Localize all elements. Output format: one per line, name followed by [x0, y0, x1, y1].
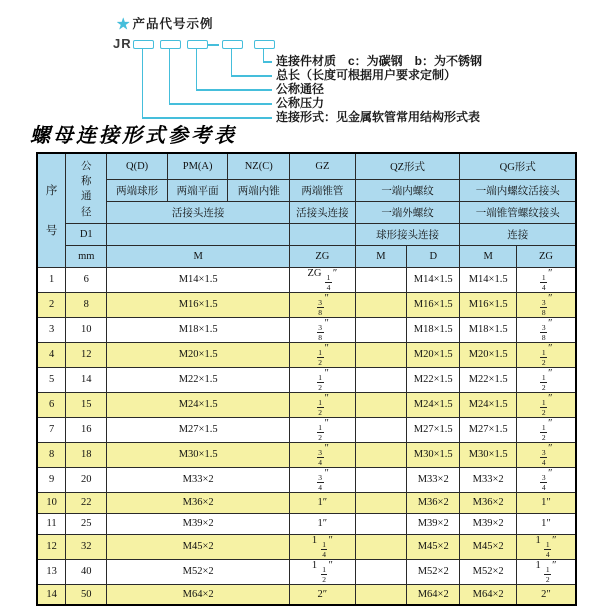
fraction: $\frac{1}{4}$: [541, 272, 546, 292]
cell-qz-d: M22×1.5: [407, 367, 460, 392]
cell-dn: 25: [66, 513, 107, 534]
connector-line: [142, 49, 144, 119]
header-qg-m: M: [460, 245, 516, 267]
connector-line: [231, 49, 233, 77]
header-seq: 序 号: [37, 153, 66, 267]
cell-qz-d: M20×1.5: [407, 342, 460, 367]
header-qz-d: D: [407, 245, 460, 267]
cell-qz-m: [355, 417, 406, 442]
cell-dn: 20: [66, 467, 107, 492]
cell-qg-zg: 1 $\frac{1}{4}$ ″: [516, 534, 576, 559]
connector-line: [169, 103, 272, 105]
header-unit: mm: [66, 245, 107, 267]
connector-line: [169, 49, 171, 105]
cell-m: M36×2: [107, 492, 290, 513]
cell-seq: 12: [37, 534, 66, 559]
header-qg-zg: ZG: [516, 245, 576, 267]
connector-line: [196, 49, 198, 91]
table-row: [37, 292, 576, 317]
diagram-label: 连接形式：见金属软管常用结构形式表: [276, 110, 481, 124]
header-qz-m: M: [355, 245, 406, 267]
header-q: Q(D): [107, 153, 168, 179]
cell-qg-m: M52×2: [460, 559, 516, 584]
header-qg-desc2: 一端锥管螺纹接头: [460, 201, 576, 223]
header-blank-left: [107, 223, 290, 245]
cell-qz-d: M24×1.5: [407, 392, 460, 417]
cell-seq: 1: [37, 267, 66, 292]
cell-qz-m: [355, 267, 406, 292]
cell-zg: $\frac{3}{4}$ ″: [290, 442, 356, 467]
cell-seq: 10: [37, 492, 66, 513]
cell-zg: 1″: [290, 492, 356, 513]
fraction: $\frac{3}{4}$: [541, 447, 546, 467]
header-row-3: [37, 201, 576, 223]
code-box: [254, 40, 275, 49]
connector-line: [263, 61, 272, 63]
cell-zg: $\frac{1}{2}$ ″: [290, 367, 356, 392]
cell-qg-zg: $\frac{1}{2}$ ″: [516, 417, 576, 442]
fraction: $\frac{1}{2}$: [541, 347, 546, 367]
cell-zg: $\frac{1}{2}$ ″: [290, 342, 356, 367]
cell-dn: 50: [66, 584, 107, 605]
cell-qz-m: [355, 392, 406, 417]
cell-qg-m: M22×1.5: [460, 367, 516, 392]
cell-qg-m: M24×1.5: [460, 392, 516, 417]
cell-dn: 15: [66, 392, 107, 417]
diagram-label: 连接件材质 c：为碳钢 b：为不锈钢: [276, 54, 483, 68]
cell-seq: 13: [37, 559, 66, 584]
cell-zg: 1 $\frac{1}{2}$ ″: [290, 559, 356, 584]
cell-qz-m: [355, 559, 406, 584]
cell-qg-m: M20×1.5: [460, 342, 516, 367]
cell-qg-m: M64×2: [460, 584, 516, 605]
table-row: [37, 342, 576, 367]
header-zg: ZG: [290, 245, 356, 267]
table-row: [37, 392, 576, 417]
cell-qg-zg: $\frac{3}{4}$ ″: [516, 442, 576, 467]
code-box: [160, 40, 181, 49]
cell-seq: 6: [37, 392, 66, 417]
code-box: [133, 40, 154, 49]
cell-seq: 3: [37, 317, 66, 342]
header-nz-desc: 两端内锥: [228, 179, 290, 201]
cell-m: M45×2: [107, 534, 290, 559]
star-icon: ★: [117, 17, 131, 31]
cell-zg: $\frac{3}{4}$ ″: [290, 467, 356, 492]
header-qz: QZ形式: [355, 153, 460, 179]
header-qg-desc1: 一端内螺纹活接头: [460, 179, 576, 201]
cell-m: M16×1.5: [107, 292, 290, 317]
cell-m: M18×1.5: [107, 317, 290, 342]
cell-qg-zg: $\frac{1}{2}$ ″: [516, 367, 576, 392]
header-qz-desc3: 球形接头连接: [355, 223, 460, 245]
table-row: [37, 513, 576, 534]
cell-qg-zg: $\frac{3}{8}$ ″: [516, 317, 576, 342]
cell-dn: 12: [66, 342, 107, 367]
cell-qz-d: M64×2: [407, 584, 460, 605]
cell-zg: 1 $\frac{1}{4}$ ″: [290, 534, 356, 559]
cell-qg-zg: 1″: [516, 513, 576, 534]
header-qz-desc2: 一端外螺纹: [355, 201, 460, 223]
table-row: [37, 559, 576, 584]
cell-qg-m: M16×1.5: [460, 292, 516, 317]
cell-m: M24×1.5: [107, 392, 290, 417]
cell-dn: 6: [66, 267, 107, 292]
cell-qz-m: [355, 584, 406, 605]
diagram-heading-text: 产品代号示例: [132, 17, 214, 31]
cell-qz-d: M30×1.5: [407, 442, 460, 467]
fraction: $\frac{3}{8}$: [541, 297, 546, 317]
cell-qz-d: M16×1.5: [407, 292, 460, 317]
cell-zg: $\frac{3}{8}$ ″: [290, 292, 356, 317]
cell-seq: 14: [37, 584, 66, 605]
cell-qg-zg: $\frac{1}{4}$ ″: [516, 267, 576, 292]
cell-seq: 5: [37, 367, 66, 392]
cell-qz-m: [355, 342, 406, 367]
cell-dn: 16: [66, 417, 107, 442]
header-row-5: [37, 245, 576, 267]
cell-qz-m: [355, 467, 406, 492]
cell-m: M64×2: [107, 584, 290, 605]
cell-qz-d: M45×2: [407, 534, 460, 559]
connector-line: [196, 89, 272, 91]
cell-qg-m: M39×2: [460, 513, 516, 534]
table-row: [37, 442, 576, 467]
cell-m: M39×2: [107, 513, 290, 534]
cell-qg-zg: 2″: [516, 584, 576, 605]
cell-qz-m: [355, 367, 406, 392]
table-row: [37, 534, 576, 559]
table-header: [37, 153, 576, 267]
fraction: $\frac{1}{2}$: [318, 422, 323, 442]
connector-line: [231, 75, 272, 77]
cell-qz-m: [355, 534, 406, 559]
cell-qz-m: [355, 292, 406, 317]
cell-qg-m: M18×1.5: [460, 317, 516, 342]
header-qg-desc3: 连接: [460, 223, 576, 245]
cell-qz-d: M33×2: [407, 467, 460, 492]
fraction: $\frac{3}{8}$: [541, 322, 546, 342]
cell-m: M30×1.5: [107, 442, 290, 467]
fraction: $\frac{1}{2}$: [541, 422, 546, 442]
cell-qz-m: [355, 442, 406, 467]
fraction: $\frac{1}{2}$: [541, 397, 546, 417]
fraction: $\frac{3}{4}$: [541, 472, 546, 492]
table-row: [37, 417, 576, 442]
header-d1: D1: [66, 223, 107, 245]
diagram-label: 公称压力: [276, 96, 325, 110]
cell-qg-m: M14×1.5: [460, 267, 516, 292]
header-row-4: [37, 223, 576, 245]
table-row: [37, 492, 576, 513]
header-nz: NZ(C): [228, 153, 290, 179]
cell-qg-m: M27×1.5: [460, 417, 516, 442]
header-pm-desc: 两端平面: [167, 179, 228, 201]
diagram-label: 公称通径: [276, 82, 325, 96]
fraction: $\frac{3}{4}$: [318, 472, 323, 492]
header-qg: QG形式: [460, 153, 576, 179]
cell-zg: $\frac{1}{2}$ ″: [290, 392, 356, 417]
diagram-label: 总长（长度可根据用户要求定制）: [276, 68, 457, 82]
header-pm: PM(A): [167, 153, 228, 179]
cell-qg-zg: 1″: [516, 492, 576, 513]
fraction: $\frac{1}{2}$: [545, 564, 550, 584]
code-box: [187, 40, 208, 49]
cell-qg-zg: $\frac{3}{4}$ ″: [516, 467, 576, 492]
table-row: [37, 317, 576, 342]
cell-qz-d: M18×1.5: [407, 317, 460, 342]
fraction: $\frac{1}{2}$: [318, 397, 323, 417]
table-row: [37, 467, 576, 492]
cell-dn: 10: [66, 317, 107, 342]
header-gz-conn: 活接头连接: [290, 201, 356, 223]
cell-qg-zg: $\frac{3}{8}$ ″: [516, 292, 576, 317]
cell-qz-m: [355, 317, 406, 342]
header-q-desc: 两端球形: [107, 179, 168, 201]
cell-qz-d: M36×2: [407, 492, 460, 513]
cell-zg: 2″: [290, 584, 356, 605]
cell-zg: $\frac{1}{2}$ ″: [290, 417, 356, 442]
cell-seq: 2: [37, 292, 66, 317]
table-row: [37, 267, 576, 292]
cell-dn: 22: [66, 492, 107, 513]
header-row-1: [37, 153, 576, 179]
cell-qg-m: M36×2: [460, 492, 516, 513]
cell-seq: 9: [37, 467, 66, 492]
code-box: [222, 40, 243, 49]
diagram-heading: [117, 14, 214, 32]
fraction: $\frac{3}{8}$: [318, 297, 323, 317]
cell-seq: 11: [37, 513, 66, 534]
cell-seq: 4: [37, 342, 66, 367]
cell-dn: 18: [66, 442, 107, 467]
cell-zg: 1″: [290, 513, 356, 534]
cell-qz-d: M14×1.5: [407, 267, 460, 292]
cell-m: M33×2: [107, 467, 290, 492]
fraction: $\frac{1}{2}$: [322, 564, 326, 584]
cell-qg-m: M33×2: [460, 467, 516, 492]
header-m: M: [107, 245, 290, 267]
header-gz: GZ: [290, 153, 356, 179]
table-row: [37, 367, 576, 392]
table-title: 螺母连接形式参考表: [30, 123, 237, 147]
fraction: $\frac{1}{4}$: [326, 272, 331, 292]
product-code-prefix: JR: [113, 36, 132, 51]
header-qz-desc1: 一端内螺纹: [355, 179, 460, 201]
cell-qg-zg: 1 $\frac{1}{2}$ ″: [516, 559, 576, 584]
fraction: $\frac{3}{8}$: [318, 322, 323, 342]
cell-m: M14×1.5: [107, 267, 290, 292]
cell-m: M52×2: [107, 559, 290, 584]
header-blank-gz: [290, 223, 356, 245]
fraction: $\frac{1}{2}$: [541, 372, 546, 392]
cell-dn: 40: [66, 559, 107, 584]
code-dash: [208, 44, 219, 46]
cell-qz-m: [355, 513, 406, 534]
cell-seq: 7: [37, 417, 66, 442]
cell-qg-zg: $\frac{1}{2}$ ″: [516, 342, 576, 367]
cell-dn: 8: [66, 292, 107, 317]
cell-dn: 14: [66, 367, 107, 392]
cell-dn: 32: [66, 534, 107, 559]
cell-qz-d: M39×2: [407, 513, 460, 534]
cell-qz-d: M27×1.5: [407, 417, 460, 442]
header-gz-desc: 两端锥管: [290, 179, 356, 201]
cell-zg: ZG $\frac{1}{4}$ ″: [290, 267, 356, 292]
cell-qg-m: M30×1.5: [460, 442, 516, 467]
header-left-conn: 活接头连接: [107, 201, 290, 223]
nut-connection-table: [36, 152, 577, 606]
cell-m: M22×1.5: [107, 367, 290, 392]
fraction: $\frac{1}{4}$: [545, 539, 550, 559]
fraction: $\frac{3}{4}$: [318, 447, 323, 467]
cell-zg: $\frac{3}{8}$ ″: [290, 317, 356, 342]
cell-qg-m: M45×2: [460, 534, 516, 559]
cell-m: M27×1.5: [107, 417, 290, 442]
header-dn: 公 称 通 径: [66, 153, 107, 223]
cell-qz-d: M52×2: [407, 559, 460, 584]
header-row-2: [37, 179, 576, 201]
cell-m: M20×1.5: [107, 342, 290, 367]
fraction: $\frac{1}{4}$: [322, 539, 326, 559]
table-row: [37, 584, 576, 605]
fraction: $\frac{1}{2}$: [318, 347, 323, 367]
cell-qg-zg: $\frac{1}{2}$ ″: [516, 392, 576, 417]
fraction: $\frac{1}{2}$: [318, 372, 323, 392]
cell-qz-m: [355, 492, 406, 513]
cell-seq: 8: [37, 442, 66, 467]
table-body: [37, 267, 576, 605]
